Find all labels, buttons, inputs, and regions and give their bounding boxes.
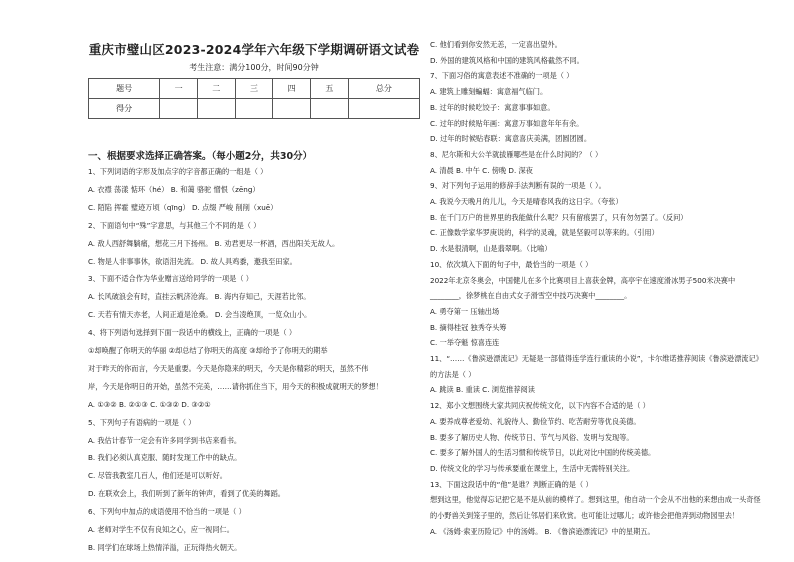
question-line: A. 跳读 B. 重读 C. 浏览推荐阅读: [430, 385, 535, 395]
question-line: C. 尽管我教室几百人，他们还是可以听好。: [88, 471, 227, 481]
question-line: C. 他们看到你安然无恙，一定喜出望外。: [430, 40, 562, 49]
score-table-header-row: [89, 79, 420, 99]
question-line: 5、下列句子有语病的一项是（ ）: [88, 417, 196, 427]
question-line: B. 我们必须认真克服、随时发现工作中的缺点。: [88, 453, 242, 463]
question-line: 对于昨天的你而言，今天是重要。今天是你隐来的明天，今天是你精彩的明天，虽然不伟: [88, 363, 369, 373]
score-cell: [273, 99, 311, 119]
question-line: A. 老师对学生不仅有良知之心，应一视同仁。: [88, 525, 234, 534]
question-line: 6、下列句中加点的成语使用不恰当的一项是（ ）: [88, 507, 246, 517]
score-header-cell: 一: [160, 79, 198, 99]
question-line: D. 在联欢会上，我们听到了新年的钟声，看到了优美的舞蹈。: [88, 489, 285, 499]
question-line: 12、郑小文想围绕大家共同庆祝传统文化，以下内容不合适的是（ ）: [430, 401, 650, 411]
question-line: 9、对下列句子运用的修辞手法判断有误的一项是（ ）。: [430, 181, 606, 191]
question-line: 2022年北京冬奥会，中国健儿在多个比赛项目上喜获金牌，高亭宇在速度滑冰男子500米决赛中: [430, 275, 736, 285]
question-line: 2、下面语句中“殊”字意思，与其他三个不同的是（ ）: [88, 220, 261, 230]
score-header-cell: 总分: [348, 79, 419, 99]
question-line: A. 建筑上雕刻蝙蝠：寓意福气临门。: [430, 87, 548, 97]
score-cell: [160, 99, 198, 119]
question-line: A. 我估计春节一定会有许多同学到书店来看书。: [88, 435, 242, 445]
question-line: A. 《汤姆·索亚历险记》中的汤姆。 B. 《鲁滨逊漂流记》中的星期五。: [430, 526, 655, 536]
question-line: D. 水是很清啊，山是翡翠啊。（比喻）: [430, 244, 552, 254]
question-line: 8、尼尔斯和大公羊就拔雁哪些是在什么时间的？（ ）: [430, 149, 603, 159]
score-header-cell: 题号: [89, 79, 160, 99]
question-line: C. 物是人非事事休，欲语泪先流。 D. 故人具鸡黍，邀我至田家。: [88, 256, 297, 266]
question-line: C. 一举夺魁 惊喜连连: [430, 338, 500, 348]
question-line: 10、依次填入下面的句子中，最恰当的一项是（ ）: [430, 259, 593, 269]
score-cell: [235, 99, 273, 119]
question-line: A. ①③② B. ②①③ C. ①③② D. ③②①: [88, 399, 211, 409]
question-line: B. 摘得桂冠 独秀夺头筹: [430, 322, 507, 332]
question-line: B. 要多了解历史人物、传统节日、节气与风俗、发明与发现等。: [430, 432, 634, 442]
question-line: 的方法是（ ）: [430, 369, 476, 379]
exam-notice: 考生注意：满分100分，时间90分钟: [189, 63, 319, 72]
exam-title: 重庆市璧山区2023-2024学年六年级下学期调研语文试卷: [88, 42, 420, 57]
score-table: [88, 78, 420, 119]
question-line: 的小野兽关到笼子里的，然后让邻居们来欣赏。也可能让过哪儿；或许他会把他弄到动物园里去！: [430, 511, 740, 520]
score-header-cell: 二: [197, 79, 235, 99]
question-line: A. 勇夺第一 压轴出场: [430, 306, 500, 316]
question-line: 13、下面这段话中的“他”是谁？判断正确的是（ ）: [430, 479, 593, 489]
question-line: C. 正像数学家华罗庚说的，科学的灵魂，就是坚毅可以等来的。（引用）: [430, 228, 659, 238]
question-line: D. 传统文化的学习与传承要重在课堂上，生活中无需特别关注。: [430, 463, 635, 473]
question-line: C. 要多了解外国人的生活习惯和传统节日，以此对比中国的传统美德。: [430, 448, 656, 458]
question-line: A. 清晨 B. 中午 C. 傍晚 D. 深夜: [430, 165, 533, 175]
question-line: 岸，今天是你明日的开始，虽然不完美，……请你抓住当下，用今天的积极成就明天的梦想！: [88, 381, 383, 391]
question-line: C. 过年的时候贴年画：寓意万事如意年年有余。: [430, 118, 584, 128]
question-line: D. 外国的建筑风格和中国的建筑风格截然不同。: [430, 55, 584, 65]
question-line: C. 天若有情天亦老，人间正道是沧桑。 D. 会当凌绝顶，一览众山小。: [88, 310, 312, 320]
question-line: A. 长风破浪会有时，直挂云帆济沧海。 B. 海内存知己，天涯若比邻。: [88, 292, 311, 302]
question-line: A. 要养成尊老爱幼、礼貌待人、勤俭节约、吃苦耐劳等优良美德。: [430, 416, 641, 426]
question-line: 想到这里，他觉得忘记把它是不是从前的模样了。想到这里，他自动一个会从不出他的来想由成一头奇怪: [430, 495, 761, 505]
question-line: ________，徐梦桃在自由式女子滑雪空中技巧决赛中________。: [430, 291, 632, 301]
score-row-label: 得分: [89, 99, 160, 119]
question-line: C. 陌陷 挥霍 璧迹万顷（qīng） D. 点缀 严峻 削削（xuē）: [88, 202, 278, 212]
score-header-cell: 四: [273, 79, 311, 99]
question-line: B. 同学们在球场上热情洋溢，正玩得热火朝天。: [88, 542, 242, 552]
score-cell: [197, 99, 235, 119]
score-header-cell: 三: [235, 79, 273, 99]
question-line: A. 我说今天晚月的儿儿，今天是晴春风我的这日字。（夸张）: [430, 197, 623, 206]
question-line: ①却唤醒了你明天的华丽 ②却总结了你明天的高度 ③却给予了你明天的期举: [88, 346, 328, 355]
score-table-score-row: [89, 99, 420, 119]
question-line: 3、下面不适合作为华业赠言送给同学的一项是（ ）: [88, 274, 253, 284]
section-heading-1: 一、根据要求选择正确答案。（每小题2分，共30分）: [88, 151, 313, 162]
question-line: 11、“……《鲁滨逊漂流记》无疑是一部值得连学连行重读的小说”，卡尔维诺推荐阅读《鲁滨逊漂流记》: [430, 354, 763, 363]
question-line: 7、下面习俗的寓意表述不准确的一项是（ ）: [430, 71, 574, 81]
question-line: 1、下列词语的字形及加点字的字音都正确的一组是（ ）: [88, 167, 268, 176]
score-cell: [348, 99, 419, 119]
question-line: A. 敌人西舒舞躺痛，想花三月下扬州。 B. 劝君更尽一杯酒，西出阳关无故人。: [88, 238, 340, 248]
question-line: B. 在千门万户的世界里的我能做什么呢？只有留痕罢了，只有勿勿罢了。（反问）: [430, 212, 688, 222]
question-line: B. 过年的时候吃饺子：寓意事事如意。: [430, 102, 555, 112]
score-header-cell: 五: [311, 79, 349, 99]
question-line: 4、将下列语句选择到下面一段话中的横线上，正确的一项是（ ）: [88, 328, 297, 338]
question-line: A. 衣襟 荡漾 惦环（hé） B. 和蔼 骆驼 憎恨（zēng）: [88, 184, 260, 194]
score-cell: [311, 99, 349, 119]
question-line: D. 过年的时候贴春联：寓意喜庆美满，团圆团圆。: [430, 134, 592, 144]
